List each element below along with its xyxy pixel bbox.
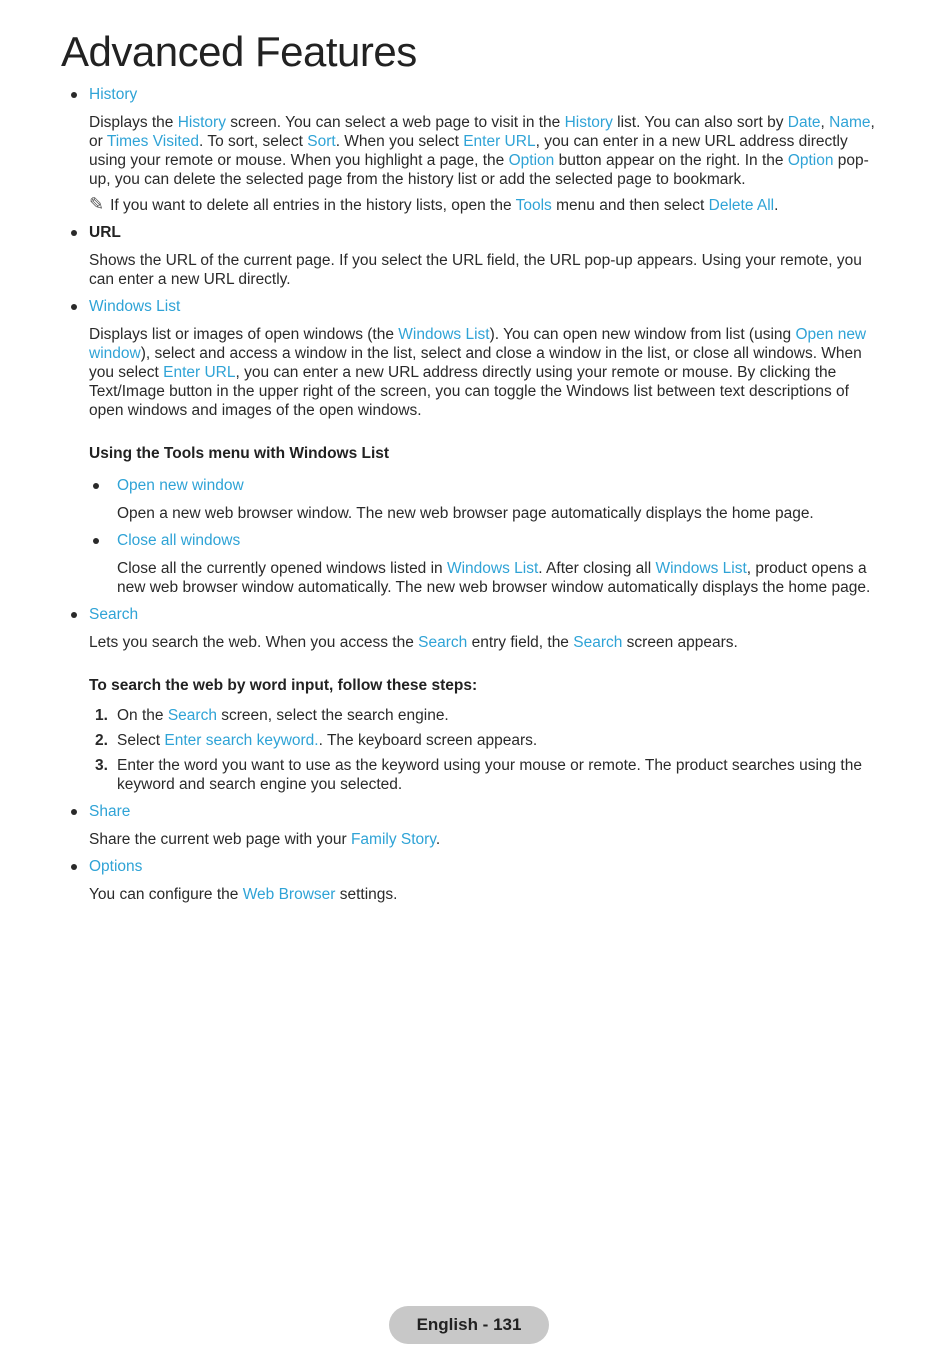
text-run: ). You can open new window from list (using: [489, 326, 796, 343]
text-run: Open a new web browser window. The new web browser page automatically displays the home page.: [117, 505, 814, 522]
highlighted-term: Option: [787, 152, 834, 169]
highlighted-term: History: [564, 114, 613, 131]
share-heading: Share: [89, 803, 131, 820]
text-run: screen, select the search engine.: [216, 707, 449, 724]
highlighted-term: Name: [829, 114, 871, 131]
page-title: Advanced Features: [61, 28, 417, 75]
windows-list-heading: Windows List: [89, 298, 181, 315]
highlighted-term: Option: [508, 152, 555, 169]
bullet-icon: [71, 612, 77, 618]
step-item: [95, 706, 877, 725]
windows-list-subheading: Using the Tools menu with Windows List: [89, 445, 390, 462]
text-run: .: [435, 831, 441, 848]
text-run: . To sort, select: [198, 133, 308, 150]
subsection-open-new-window: [0, 474, 950, 523]
section-windows-list: [0, 295, 950, 597]
text-run: screen appears.: [622, 634, 738, 651]
search-steps-subheading: To search the web by word input, follow these steps:: [89, 677, 478, 694]
text-run: , you can enter a new URL address directly using your remote or mouse. By clicking the Text/Image button in the upper right of the screen, you can toggle the Windows list between text descriptions of open windows and images of the open windows.: [89, 364, 849, 419]
bullet-icon: [71, 864, 77, 870]
text-run: Share the current web page with your: [89, 831, 351, 848]
close-all-windows-description: [117, 559, 877, 597]
highlighted-term: Delete All: [708, 197, 775, 214]
highlighted-term: Family Story: [350, 831, 436, 848]
highlighted-term: Sort: [307, 133, 336, 150]
search-description: [89, 633, 879, 652]
step-number: 2.: [95, 732, 108, 749]
text-run: ), select and access a window in the list, select and close a window in the list, or close all windows. When you select: [89, 345, 862, 381]
text-run: , product opens a new web browser window automatically. The new web browser window automatically displays the home page.: [117, 560, 871, 596]
text-run: . After closing all: [538, 560, 656, 577]
bullet-icon: [93, 483, 99, 489]
highlighted-term: Times Visited: [106, 133, 199, 150]
text-run: Shows the URL of the current page. If you select the URL field, the URL pop-up appears. Using your remote, you can enter a new URL directly.: [89, 252, 862, 288]
text-run: Displays list or images of open windows (the: [89, 326, 399, 343]
history-heading: History: [89, 86, 138, 103]
text-run: menu and then select: [551, 197, 709, 214]
text-run: .: [774, 197, 779, 214]
text-run: screen. You can select a web page to visit in the: [225, 114, 565, 131]
url-heading: URL: [89, 224, 121, 241]
history-description: [89, 113, 879, 189]
step-item: [95, 756, 877, 794]
highlighted-term: Windows List: [446, 560, 539, 577]
step-text: [117, 707, 449, 724]
text-run: Lets you search the web. When you access the: [89, 634, 419, 651]
section-share: [0, 800, 950, 849]
section-url: [0, 221, 950, 289]
open-new-window-description: [117, 504, 877, 523]
text-run: settings.: [335, 886, 398, 903]
text-run: button appear on the right. In the: [554, 152, 788, 169]
text-run: ,: [820, 114, 830, 131]
text-run: . When you select: [335, 133, 464, 150]
section-options: [0, 855, 950, 904]
bullet-icon: [71, 92, 77, 98]
open-new-window-heading: Open new window: [117, 477, 244, 494]
url-description: [89, 251, 879, 289]
bullet-icon: [71, 230, 77, 236]
step-number: 3.: [95, 757, 108, 774]
content: [0, 83, 950, 910]
highlighted-term: Tools: [515, 197, 552, 214]
highlighted-term: Windows List: [398, 326, 490, 343]
close-all-windows-heading: Close all windows: [117, 532, 241, 549]
text-run: entry field, the: [467, 634, 574, 651]
highlighted-term: Date: [787, 114, 821, 131]
step-text: [117, 732, 537, 749]
text-run: , you can enter in a new URL address directly using your remote or mouse. When you highlight a page, the: [89, 133, 848, 169]
text-run: Select: [117, 732, 165, 749]
highlighted-term: Enter URL: [463, 133, 536, 150]
highlighted-term: Open new window: [89, 326, 867, 362]
highlighted-term: Enter URL: [163, 364, 236, 381]
text-run: pop-up, you can delete the selected page from the history list or add the selected page to bookmark.: [89, 152, 869, 188]
text-run: On the: [117, 707, 168, 724]
text-run: list. You can also sort by: [612, 114, 788, 131]
highlighted-term: Windows List: [655, 560, 747, 577]
text-run: Enter the word you want to use as the keyword using your mouse or remote. The product searches using the keyword and search engine you selected.: [117, 757, 862, 793]
bullet-icon: [71, 304, 77, 310]
highlighted-term: History: [177, 114, 226, 131]
highlighted-term: Search: [573, 634, 623, 651]
highlighted-term: Search: [418, 634, 468, 651]
history-note: [89, 195, 879, 215]
step-item: [95, 731, 877, 750]
search-heading: Search: [89, 606, 139, 623]
text-run: You can configure the: [89, 886, 243, 903]
subsection-close-all-windows: [0, 529, 950, 597]
text-run: If you want to delete all entries in the history lists, open the: [110, 197, 516, 214]
share-description: [89, 830, 879, 849]
bullet-icon: [71, 809, 77, 815]
text-run: . The keyboard screen appears.: [318, 732, 538, 749]
pencil-note-icon: ✎: [89, 194, 105, 214]
section-history: [0, 83, 950, 215]
text-run: Displays the: [89, 114, 178, 131]
options-heading: Options: [89, 858, 143, 875]
highlighted-term: Web Browser: [242, 886, 336, 903]
bullet-icon: [93, 538, 99, 544]
options-description: [89, 885, 879, 904]
highlighted-term: Enter search keyword.: [164, 732, 319, 749]
windows-list-description: [89, 325, 879, 420]
step-text: [117, 757, 862, 793]
history-note-text: [110, 197, 778, 214]
step-number: 1.: [95, 707, 108, 724]
section-search: [0, 603, 950, 794]
text-run: , or: [89, 114, 875, 150]
highlighted-term: Search: [167, 707, 217, 724]
page-number-badge: English - 131: [389, 1306, 549, 1344]
text-run: Close all the currently opened windows listed in: [117, 560, 447, 577]
